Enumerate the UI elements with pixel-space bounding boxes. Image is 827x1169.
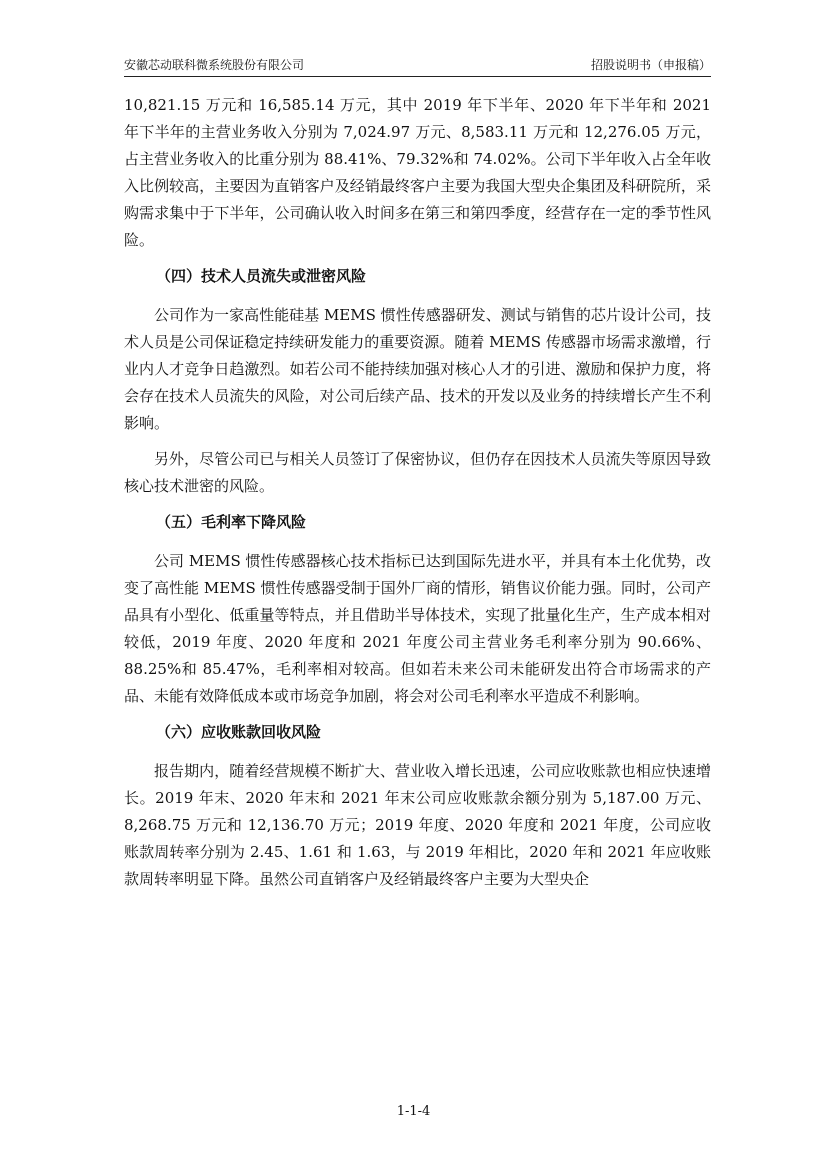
paragraph-tech-staff-risk: 公司作为一家高性能硅基 MEMS 惯性传感器研发、测试与销售的芯片设计公司，技术人员是公司保证稳定持续研发能力的重要资源。随着 MEMS 传感器市场需求激增，行业内人才竞争日趋激烈。如若公司不能持续加强对核心人才的引进、激励和保护力度，将会存在技术人员流失的风险，对公司后续产品、技术的开发以及业务的持续增长产生不利影响。	[124, 306, 711, 432]
header-document-type: 招股说明书（申报稿）	[590, 58, 711, 72]
page-number: 1-1-4	[396, 1104, 431, 1119]
document-body	[124, 88, 711, 902]
section-heading-gross-margin-risk: （五）毛利率下降风险	[156, 513, 307, 531]
section-heading-receivables-risk: （六）应收账款回收风险	[156, 723, 322, 741]
section-heading-tech-staff-risk: （四）技术人员流失或泄密风险	[156, 267, 367, 285]
paragraph-confidentiality-risk: 另外，尽管公司已与相关人员签订了保密协议，但仍存在因技术人员流失等原因导致核心技术泄密的风险。	[124, 450, 711, 495]
paragraph-receivables-risk: 报告期内，随着经营规模不断扩大、营业收入增长迅速，公司应收账款也相应快速增长。2019 年末、2020 年末和 2021 年末公司应收账款余额分别为 5,187.00 万元、8,268.75 万元和 12,136.70 万元；2019 年度、2020 年度和 2021 年度，公司应收账款周转率分别为 2.45、1.61 和 1.63，与 2019 年相比，2020 年和 2021 年应收账款周转率明显下降。虽然公司直销客户及经销最终客户主要为大型央企	[124, 762, 711, 888]
header-company-name: 安徽芯动联科微系统股份有限公司	[124, 58, 305, 72]
page-header	[124, 54, 711, 77]
paragraph-seasonal-risk: 10,821.15 万元和 16,585.14 万元，其中 2019 年下半年、2020 年下半年和 2021 年下半年的主营业务收入分别为 7,024.97 万元、8,583.11 万元和 12,276.05 万元，占主营业务收入的比重分别为 88.41%、79.32%和 74.02%。公司下半年收入占全年收入比例较高，主要因为直销客户及经销最终客户主要为我国大型央企集团及科研院所，采购需求集中于下半年，公司确认收入时间多在第三和第四季度，经营存在一定的季节性风险。	[124, 96, 711, 249]
paragraph-gross-margin-risk: 公司 MEMS 惯性传感器核心技术指标已达到国际先进水平，并具有本土化优势，改变了高性能 MEMS 惯性传感器受制于国外厂商的情形，销售议价能力强。同时，公司产品具有小型化、低重量等特点，并且借助半导体技术，实现了批量化生产，生产成本相对较低，2019 年度、2020 年度和 2021 年度公司主营业务毛利率分别为 90.66%、88.25%和 85.47%，毛利率相对较高。但如若未来公司未能研发出符合市场需求的产品、未能有效降低成本或市场竞争加剧，将会对公司毛利率水平造成不利影响。	[124, 552, 711, 705]
